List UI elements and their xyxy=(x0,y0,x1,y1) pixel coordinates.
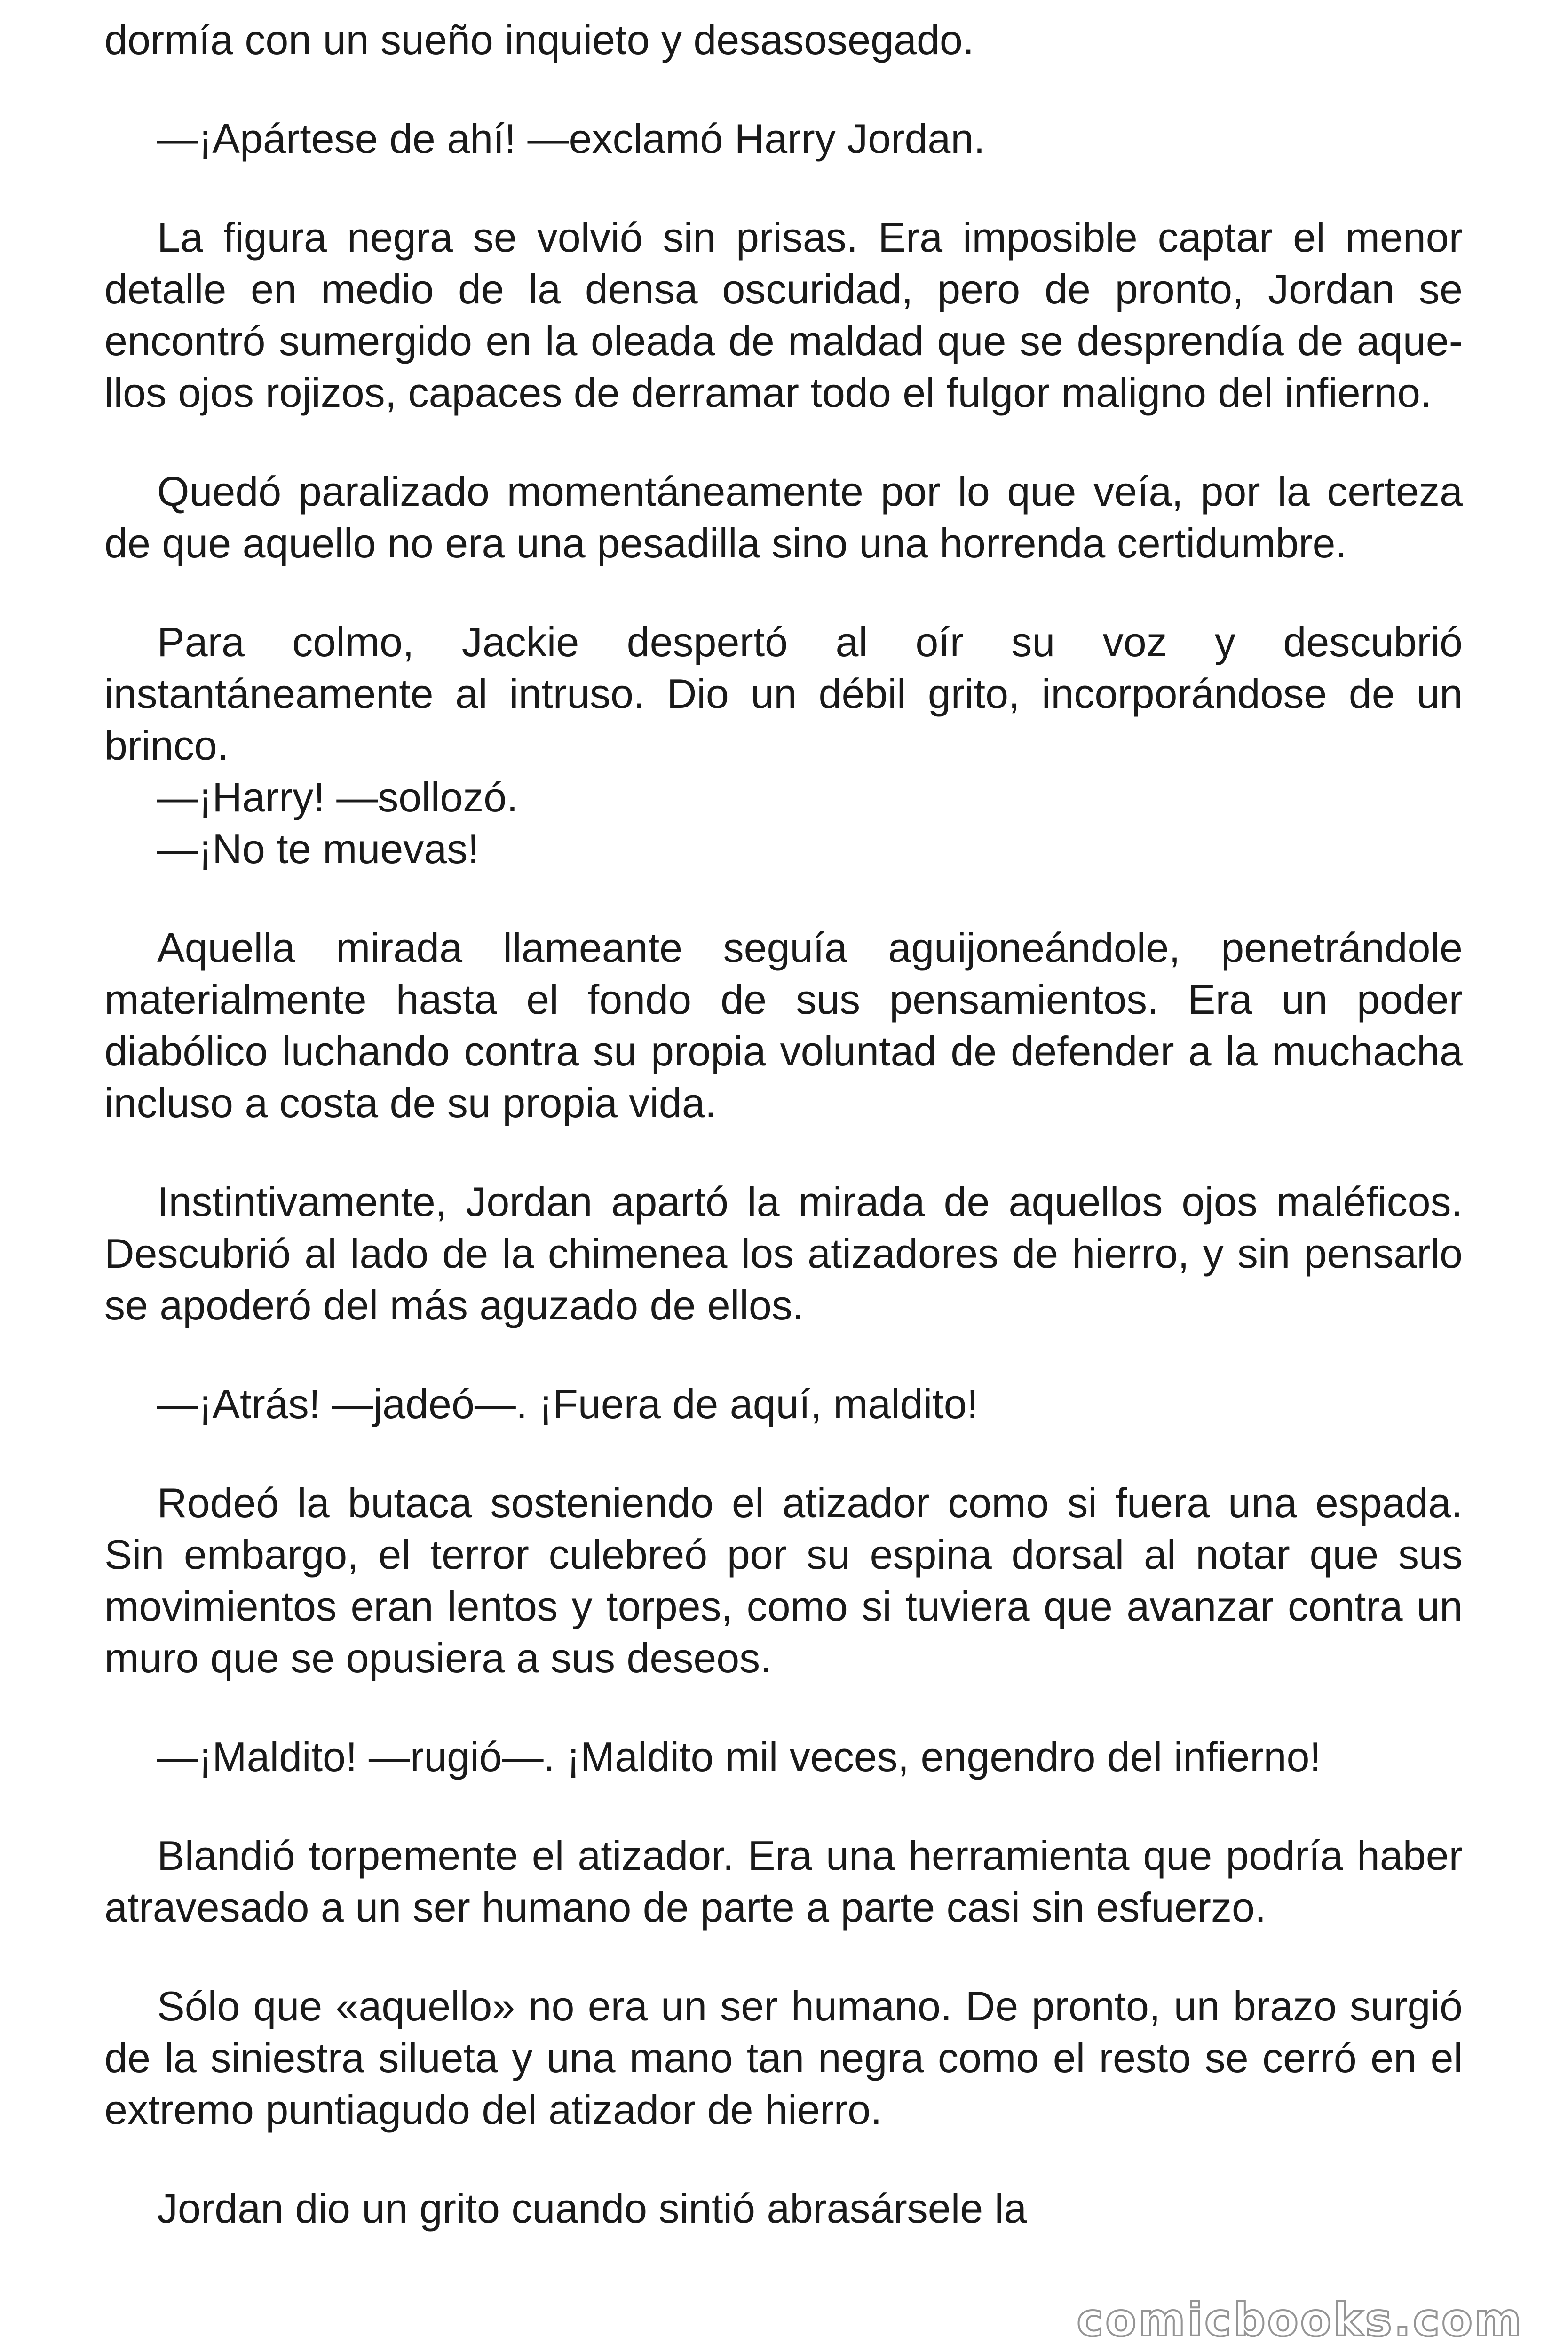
paragraph: Instintivamente, Jordan apartó la mirada de aquellos ojos maléficos. Descubrió al lado de la chimenea los atizadores de hierro, y sin pensarlo se apoderó del más aguzado de ellos. xyxy=(104,1178,1463,1328)
paragraph-dialogue: —¡Harry! —sollozó. xyxy=(157,774,518,820)
paragraph: Para colmo, Jackie despertó al oír su voz y descubrió instantáneamente al intruso. Dio un débil grito, incorporándose de un brinco. xyxy=(104,619,1463,769)
watermark-logo: comicbooks.com xyxy=(1077,2294,1523,2346)
paragraph: Sólo que «aquello» no era un ser humano. De pronto, un brazo surgió de la siniestra silueta y una mano tan negra como el resto se cerró en el extremo puntiagudo del atizador de hierro. xyxy=(104,1983,1463,2133)
paragraph-dialogue: —¡Atrás! —jadeó—. ¡Fuera de aquí, maldito! xyxy=(157,1381,979,1427)
paragraph-dialogue: —¡No te muevas! xyxy=(157,826,479,872)
paragraph: Rodeó la butaca sosteniendo el atizador como si fuera una espada. Sin embargo, el terror culebreó por su espina dorsal al notar que sus movimientos eran lentos y torpes, como si tuviera que avanzar contra un muro que se opusiera a sus deseos. xyxy=(104,1479,1463,1681)
paragraph: Quedó paralizado momentáneamente por lo que veía, por la certeza de que aquello no era una pesadilla sino una horrenda certidumbre. xyxy=(104,468,1463,566)
paragraph: Aquella mirada llameante seguía aguijoneándole, penetrándole materialmente hasta el fondo de sus pensamientos. Era un poder diabólico luchando contra su propia voluntad de defender a la muchacha incluso a costa de su propia vida. xyxy=(104,924,1463,1126)
paragraph-dialogue: —¡Maldito! —rugió—. ¡Maldito mil veces, engendro del infierno! xyxy=(157,1733,1321,1780)
paragraph-dialogue: —¡Apártese de ahí! —exclamó Harry Jordan. xyxy=(157,115,985,162)
paragraph: Blandió torpemente el atizador. Era una herramienta que podría haber atravesado a un ser humano de parte a parte casi sin esfuerzo. xyxy=(104,1832,1463,1931)
paragraph-continuation: dormía con un sueño inquieto y desasosegado. xyxy=(104,16,974,63)
paragraph-truncated: Jordan dio un grito cuando sintió abrasársele la xyxy=(157,2185,1027,2232)
page-body xyxy=(104,14,1463,2281)
paragraph: La figura negra se volvió sin prisas. Era imposible captar el menor detalle en medio de la densa oscuridad, pero de pronto, Jordan se encontró sumergido en la oleada de maldad que se desprendía de aque- llos ojos rojizos, capaces de derramar todo el fulgor maligno del infierno. xyxy=(104,214,1463,416)
